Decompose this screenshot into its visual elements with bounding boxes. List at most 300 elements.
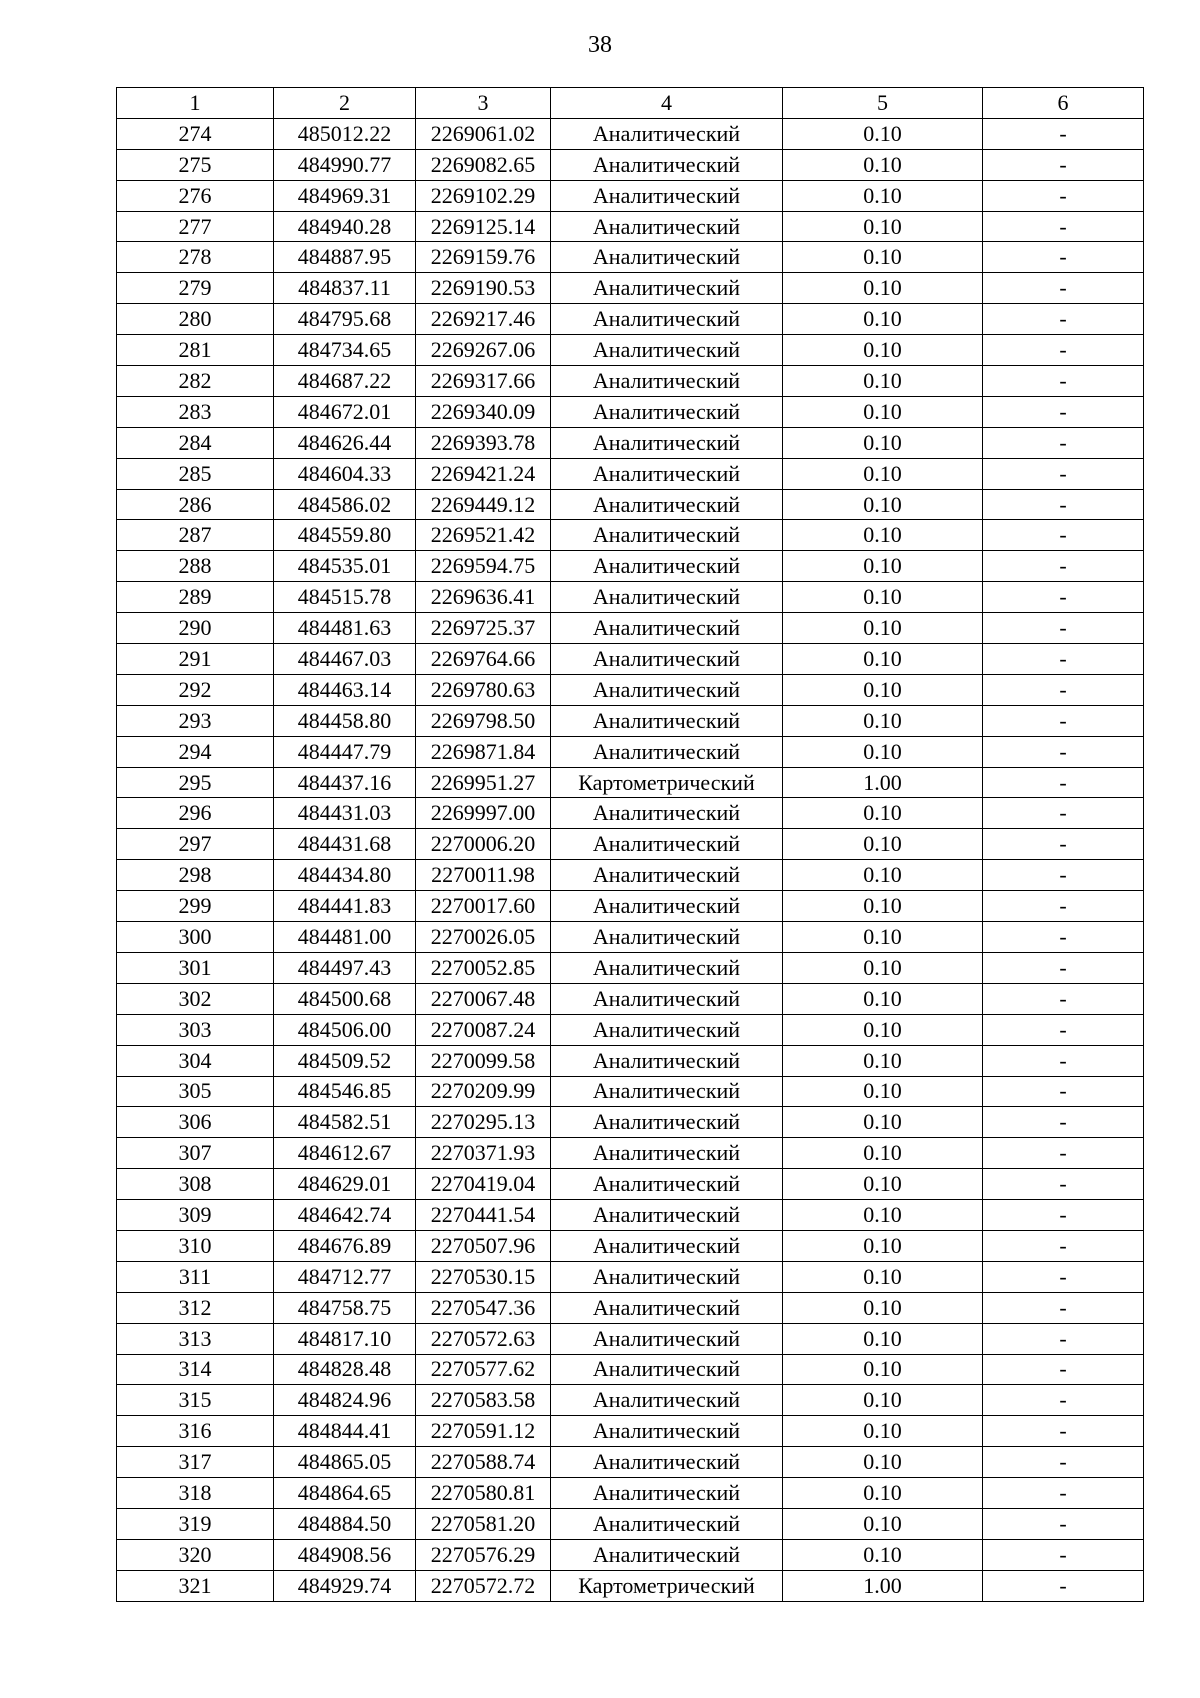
x-coordinate-cell: 484509.52 xyxy=(274,1045,416,1076)
table-row xyxy=(117,427,1144,458)
description-cell: - xyxy=(983,335,1144,366)
x-coordinate-cell: 484837.11 xyxy=(274,273,416,304)
accuracy-cell: 0.10 xyxy=(783,551,983,582)
x-coordinate-cell: 484844.41 xyxy=(274,1416,416,1447)
point-number-cell: 274 xyxy=(117,118,274,149)
description-cell: - xyxy=(983,396,1144,427)
y-coordinate-cell: 2270580.81 xyxy=(416,1478,551,1509)
accuracy-cell: 0.10 xyxy=(783,1138,983,1169)
table-row xyxy=(117,829,1144,860)
point-number-cell: 277 xyxy=(117,211,274,242)
method-cell: Аналитический xyxy=(551,273,783,304)
method-cell: Аналитический xyxy=(551,891,783,922)
accuracy-cell: 0.10 xyxy=(783,1045,983,1076)
y-coordinate-cell: 2270577.62 xyxy=(416,1354,551,1385)
y-coordinate-cell: 2270209.99 xyxy=(416,1076,551,1107)
point-number-cell: 305 xyxy=(117,1076,274,1107)
method-cell: Аналитический xyxy=(551,1292,783,1323)
description-cell: - xyxy=(983,1478,1144,1509)
table-row xyxy=(117,1539,1144,1570)
accuracy-cell: 0.10 xyxy=(783,860,983,891)
table-row xyxy=(117,458,1144,489)
method-cell: Аналитический xyxy=(551,582,783,613)
table-row xyxy=(117,674,1144,705)
description-cell: - xyxy=(983,427,1144,458)
table-row xyxy=(117,582,1144,613)
point-number-cell: 298 xyxy=(117,860,274,891)
method-cell: Аналитический xyxy=(551,613,783,644)
accuracy-cell: 0.10 xyxy=(783,736,983,767)
description-cell: - xyxy=(983,1107,1144,1138)
x-coordinate-cell: 484865.05 xyxy=(274,1447,416,1478)
y-coordinate-cell: 2270419.04 xyxy=(416,1169,551,1200)
y-coordinate-cell: 2269594.75 xyxy=(416,551,551,582)
accuracy-cell: 0.10 xyxy=(783,1014,983,1045)
point-number-cell: 286 xyxy=(117,489,274,520)
method-cell: Аналитический xyxy=(551,736,783,767)
y-coordinate-cell: 2270026.05 xyxy=(416,922,551,953)
description-cell: - xyxy=(983,1261,1144,1292)
x-coordinate-cell: 484434.80 xyxy=(274,860,416,891)
point-number-cell: 292 xyxy=(117,674,274,705)
method-cell: Аналитический xyxy=(551,335,783,366)
x-coordinate-cell: 484712.77 xyxy=(274,1261,416,1292)
point-number-cell: 297 xyxy=(117,829,274,860)
method-cell: Аналитический xyxy=(551,1539,783,1570)
accuracy-cell: 0.10 xyxy=(783,1323,983,1354)
accuracy-cell: 0.10 xyxy=(783,396,983,427)
point-number-cell: 309 xyxy=(117,1200,274,1231)
y-coordinate-cell: 2270006.20 xyxy=(416,829,551,860)
accuracy-cell: 0.10 xyxy=(783,1539,983,1570)
method-cell: Аналитический xyxy=(551,1200,783,1231)
x-coordinate-cell: 484940.28 xyxy=(274,211,416,242)
method-cell: Картометрический xyxy=(551,767,783,798)
description-cell: - xyxy=(983,674,1144,705)
method-cell: Аналитический xyxy=(551,118,783,149)
description-cell: - xyxy=(983,582,1144,613)
y-coordinate-cell: 2270572.63 xyxy=(416,1323,551,1354)
point-number-cell: 289 xyxy=(117,582,274,613)
table-row xyxy=(117,1570,1144,1601)
description-cell: - xyxy=(983,1292,1144,1323)
x-coordinate-cell: 484758.75 xyxy=(274,1292,416,1323)
x-coordinate-cell: 484431.68 xyxy=(274,829,416,860)
table-row xyxy=(117,520,1144,551)
description-cell: - xyxy=(983,705,1144,736)
point-number-cell: 299 xyxy=(117,891,274,922)
point-number-cell: 288 xyxy=(117,551,274,582)
table-body xyxy=(117,118,1144,1601)
table-row xyxy=(117,1261,1144,1292)
accuracy-cell: 0.10 xyxy=(783,674,983,705)
point-number-cell: 301 xyxy=(117,952,274,983)
table-row xyxy=(117,736,1144,767)
accuracy-cell: 1.00 xyxy=(783,1570,983,1601)
description-cell: - xyxy=(983,891,1144,922)
description-cell: - xyxy=(983,767,1144,798)
table-row xyxy=(117,1323,1144,1354)
point-number-cell: 282 xyxy=(117,366,274,397)
table-row xyxy=(117,335,1144,366)
table-row xyxy=(117,396,1144,427)
table-row xyxy=(117,922,1144,953)
method-cell: Аналитический xyxy=(551,674,783,705)
table-row xyxy=(117,273,1144,304)
method-cell: Аналитический xyxy=(551,520,783,551)
method-cell: Аналитический xyxy=(551,427,783,458)
y-coordinate-cell: 2269267.06 xyxy=(416,335,551,366)
description-cell: - xyxy=(983,551,1144,582)
x-coordinate-cell: 484795.68 xyxy=(274,304,416,335)
accuracy-cell: 0.10 xyxy=(783,149,983,180)
y-coordinate-cell: 2269190.53 xyxy=(416,273,551,304)
point-number-cell: 296 xyxy=(117,798,274,829)
description-cell: - xyxy=(983,1076,1144,1107)
y-coordinate-cell: 2269725.37 xyxy=(416,613,551,644)
y-coordinate-cell: 2270087.24 xyxy=(416,1014,551,1045)
method-cell: Аналитический xyxy=(551,922,783,953)
description-cell: - xyxy=(983,1323,1144,1354)
y-coordinate-cell: 2270011.98 xyxy=(416,860,551,891)
table-row xyxy=(117,1447,1144,1478)
description-cell: - xyxy=(983,1508,1144,1539)
accuracy-cell: 0.10 xyxy=(783,1292,983,1323)
x-coordinate-cell: 484929.74 xyxy=(274,1570,416,1601)
method-cell: Аналитический xyxy=(551,489,783,520)
x-coordinate-cell: 484672.01 xyxy=(274,396,416,427)
y-coordinate-cell: 2269997.00 xyxy=(416,798,551,829)
point-number-cell: 290 xyxy=(117,613,274,644)
description-cell: - xyxy=(983,1200,1144,1231)
y-coordinate-cell: 2270067.48 xyxy=(416,983,551,1014)
x-coordinate-cell: 484604.33 xyxy=(274,458,416,489)
y-coordinate-cell: 2269159.76 xyxy=(416,242,551,273)
point-number-cell: 275 xyxy=(117,149,274,180)
method-cell: Аналитический xyxy=(551,644,783,675)
method-cell: Аналитический xyxy=(551,1416,783,1447)
point-number-cell: 287 xyxy=(117,520,274,551)
point-number-cell: 314 xyxy=(117,1354,274,1385)
table-row xyxy=(117,860,1144,891)
point-number-cell: 302 xyxy=(117,983,274,1014)
description-cell: - xyxy=(983,1045,1144,1076)
accuracy-cell: 1.00 xyxy=(783,767,983,798)
y-coordinate-cell: 2270583.58 xyxy=(416,1385,551,1416)
x-coordinate-cell: 484586.02 xyxy=(274,489,416,520)
table-row xyxy=(117,1508,1144,1539)
method-cell: Аналитический xyxy=(551,1169,783,1200)
y-coordinate-cell: 2270572.72 xyxy=(416,1570,551,1601)
table-row xyxy=(117,304,1144,335)
table-row xyxy=(117,242,1144,273)
point-number-cell: 311 xyxy=(117,1261,274,1292)
table-row xyxy=(117,1385,1144,1416)
x-coordinate-cell: 484642.74 xyxy=(274,1200,416,1231)
accuracy-cell: 0.10 xyxy=(783,798,983,829)
description-cell: - xyxy=(983,1169,1144,1200)
point-number-cell: 284 xyxy=(117,427,274,458)
accuracy-cell: 0.10 xyxy=(783,705,983,736)
accuracy-cell: 0.10 xyxy=(783,891,983,922)
y-coordinate-cell: 2269125.14 xyxy=(416,211,551,242)
x-coordinate-cell: 485012.22 xyxy=(274,118,416,149)
column-header: 2 xyxy=(274,88,416,119)
point-number-cell: 306 xyxy=(117,1107,274,1138)
table-row xyxy=(117,1045,1144,1076)
description-cell: - xyxy=(983,922,1144,953)
method-cell: Аналитический xyxy=(551,1076,783,1107)
y-coordinate-cell: 2270017.60 xyxy=(416,891,551,922)
description-cell: - xyxy=(983,1014,1144,1045)
y-coordinate-cell: 2270547.36 xyxy=(416,1292,551,1323)
method-cell: Аналитический xyxy=(551,242,783,273)
table-row xyxy=(117,613,1144,644)
point-number-cell: 280 xyxy=(117,304,274,335)
accuracy-cell: 0.10 xyxy=(783,427,983,458)
y-coordinate-cell: 2270441.54 xyxy=(416,1200,551,1231)
accuracy-cell: 0.10 xyxy=(783,180,983,211)
method-cell: Аналитический xyxy=(551,1508,783,1539)
description-cell: - xyxy=(983,242,1144,273)
point-number-cell: 321 xyxy=(117,1570,274,1601)
x-coordinate-cell: 484626.44 xyxy=(274,427,416,458)
point-number-cell: 295 xyxy=(117,767,274,798)
accuracy-cell: 0.10 xyxy=(783,242,983,273)
description-cell: - xyxy=(983,273,1144,304)
description-cell: - xyxy=(983,180,1144,211)
table-row xyxy=(117,1292,1144,1323)
accuracy-cell: 0.10 xyxy=(783,366,983,397)
description-cell: - xyxy=(983,1230,1144,1261)
accuracy-cell: 0.10 xyxy=(783,613,983,644)
description-cell: - xyxy=(983,736,1144,767)
description-cell: - xyxy=(983,613,1144,644)
accuracy-cell: 0.10 xyxy=(783,304,983,335)
method-cell: Аналитический xyxy=(551,1323,783,1354)
y-coordinate-cell: 2270099.58 xyxy=(416,1045,551,1076)
method-cell: Аналитический xyxy=(551,1045,783,1076)
y-coordinate-cell: 2269764.66 xyxy=(416,644,551,675)
method-cell: Аналитический xyxy=(551,1478,783,1509)
table-row xyxy=(117,952,1144,983)
table-row xyxy=(117,644,1144,675)
description-cell: - xyxy=(983,952,1144,983)
point-number-cell: 320 xyxy=(117,1539,274,1570)
description-cell: - xyxy=(983,860,1144,891)
point-number-cell: 304 xyxy=(117,1045,274,1076)
x-coordinate-cell: 484546.85 xyxy=(274,1076,416,1107)
y-coordinate-cell: 2269951.27 xyxy=(416,767,551,798)
method-cell: Аналитический xyxy=(551,1014,783,1045)
description-cell: - xyxy=(983,489,1144,520)
description-cell: - xyxy=(983,829,1144,860)
point-number-cell: 281 xyxy=(117,335,274,366)
x-coordinate-cell: 484441.83 xyxy=(274,891,416,922)
accuracy-cell: 0.10 xyxy=(783,118,983,149)
method-cell: Аналитический xyxy=(551,705,783,736)
accuracy-cell: 0.10 xyxy=(783,1169,983,1200)
x-coordinate-cell: 484506.00 xyxy=(274,1014,416,1045)
accuracy-cell: 0.10 xyxy=(783,1447,983,1478)
table-row xyxy=(117,149,1144,180)
accuracy-cell: 0.10 xyxy=(783,335,983,366)
method-cell: Аналитический xyxy=(551,1230,783,1261)
x-coordinate-cell: 484884.50 xyxy=(274,1508,416,1539)
description-cell: - xyxy=(983,366,1144,397)
y-coordinate-cell: 2270581.20 xyxy=(416,1508,551,1539)
x-coordinate-cell: 484734.65 xyxy=(274,335,416,366)
method-cell: Аналитический xyxy=(551,211,783,242)
accuracy-cell: 0.10 xyxy=(783,582,983,613)
table-row xyxy=(117,983,1144,1014)
x-coordinate-cell: 484908.56 xyxy=(274,1539,416,1570)
accuracy-cell: 0.10 xyxy=(783,520,983,551)
x-coordinate-cell: 484559.80 xyxy=(274,520,416,551)
method-cell: Аналитический xyxy=(551,952,783,983)
method-cell: Аналитический xyxy=(551,1354,783,1385)
y-coordinate-cell: 2269317.66 xyxy=(416,366,551,397)
table-row xyxy=(117,1200,1144,1231)
accuracy-cell: 0.10 xyxy=(783,1354,983,1385)
table-row xyxy=(117,1169,1144,1200)
x-coordinate-cell: 484864.65 xyxy=(274,1478,416,1509)
point-number-cell: 319 xyxy=(117,1508,274,1539)
description-cell: - xyxy=(983,1416,1144,1447)
method-cell: Аналитический xyxy=(551,829,783,860)
method-cell: Аналитический xyxy=(551,551,783,582)
accuracy-cell: 0.10 xyxy=(783,1478,983,1509)
accuracy-cell: 0.10 xyxy=(783,489,983,520)
accuracy-cell: 0.10 xyxy=(783,273,983,304)
column-header: 4 xyxy=(551,88,783,119)
x-coordinate-cell: 484629.01 xyxy=(274,1169,416,1200)
x-coordinate-cell: 484582.51 xyxy=(274,1107,416,1138)
x-coordinate-cell: 484676.89 xyxy=(274,1230,416,1261)
point-number-cell: 279 xyxy=(117,273,274,304)
accuracy-cell: 0.10 xyxy=(783,458,983,489)
table-row xyxy=(117,118,1144,149)
description-cell: - xyxy=(983,1138,1144,1169)
description-cell: - xyxy=(983,304,1144,335)
point-number-cell: 294 xyxy=(117,736,274,767)
y-coordinate-cell: 2269102.29 xyxy=(416,180,551,211)
accuracy-cell: 0.10 xyxy=(783,1230,983,1261)
description-cell: - xyxy=(983,1539,1144,1570)
x-coordinate-cell: 484497.43 xyxy=(274,952,416,983)
method-cell: Аналитический xyxy=(551,458,783,489)
x-coordinate-cell: 484969.31 xyxy=(274,180,416,211)
method-cell: Аналитический xyxy=(551,304,783,335)
description-cell: - xyxy=(983,458,1144,489)
table-header-row xyxy=(117,88,1144,119)
description-cell: - xyxy=(983,1354,1144,1385)
description-cell: - xyxy=(983,644,1144,675)
description-cell: - xyxy=(983,520,1144,551)
table-row xyxy=(117,366,1144,397)
method-cell: Аналитический xyxy=(551,798,783,829)
table-row xyxy=(117,211,1144,242)
column-header: 3 xyxy=(416,88,551,119)
accuracy-cell: 0.10 xyxy=(783,1261,983,1292)
x-coordinate-cell: 484887.95 xyxy=(274,242,416,273)
table-row xyxy=(117,1230,1144,1261)
x-coordinate-cell: 484481.63 xyxy=(274,613,416,644)
x-coordinate-cell: 484437.16 xyxy=(274,767,416,798)
method-cell: Картометрический xyxy=(551,1570,783,1601)
description-cell: - xyxy=(983,1570,1144,1601)
point-number-cell: 315 xyxy=(117,1385,274,1416)
x-coordinate-cell: 484500.68 xyxy=(274,983,416,1014)
x-coordinate-cell: 484463.14 xyxy=(274,674,416,705)
y-coordinate-cell: 2269871.84 xyxy=(416,736,551,767)
point-number-cell: 317 xyxy=(117,1447,274,1478)
point-number-cell: 285 xyxy=(117,458,274,489)
accuracy-cell: 0.10 xyxy=(783,1508,983,1539)
x-coordinate-cell: 484515.78 xyxy=(274,582,416,613)
method-cell: Аналитический xyxy=(551,983,783,1014)
page-number: 38 xyxy=(588,32,612,58)
accuracy-cell: 0.10 xyxy=(783,952,983,983)
description-cell: - xyxy=(983,211,1144,242)
x-coordinate-cell: 484817.10 xyxy=(274,1323,416,1354)
point-number-cell: 276 xyxy=(117,180,274,211)
method-cell: Аналитический xyxy=(551,1385,783,1416)
description-cell: - xyxy=(983,118,1144,149)
y-coordinate-cell: 2270052.85 xyxy=(416,952,551,983)
x-coordinate-cell: 484990.77 xyxy=(274,149,416,180)
table-row xyxy=(117,1478,1144,1509)
table-row xyxy=(117,1354,1144,1385)
y-coordinate-cell: 2270371.93 xyxy=(416,1138,551,1169)
method-cell: Аналитический xyxy=(551,1107,783,1138)
table-row xyxy=(117,1107,1144,1138)
x-coordinate-cell: 484535.01 xyxy=(274,551,416,582)
accuracy-cell: 0.10 xyxy=(783,1107,983,1138)
point-number-cell: 283 xyxy=(117,396,274,427)
point-number-cell: 318 xyxy=(117,1478,274,1509)
point-number-cell: 316 xyxy=(117,1416,274,1447)
accuracy-cell: 0.10 xyxy=(783,829,983,860)
point-number-cell: 313 xyxy=(117,1323,274,1354)
x-coordinate-cell: 484431.03 xyxy=(274,798,416,829)
x-coordinate-cell: 484612.67 xyxy=(274,1138,416,1169)
table-row xyxy=(117,705,1144,736)
table-row xyxy=(117,891,1144,922)
y-coordinate-cell: 2270295.13 xyxy=(416,1107,551,1138)
y-coordinate-cell: 2269798.50 xyxy=(416,705,551,736)
x-coordinate-cell: 484687.22 xyxy=(274,366,416,397)
table-row xyxy=(117,1138,1144,1169)
y-coordinate-cell: 2269340.09 xyxy=(416,396,551,427)
description-cell: - xyxy=(983,798,1144,829)
y-coordinate-cell: 2270576.29 xyxy=(416,1539,551,1570)
description-cell: - xyxy=(983,1385,1144,1416)
point-number-cell: 278 xyxy=(117,242,274,273)
point-number-cell: 300 xyxy=(117,922,274,953)
point-number-cell: 303 xyxy=(117,1014,274,1045)
column-header: 1 xyxy=(117,88,274,119)
y-coordinate-cell: 2269521.42 xyxy=(416,520,551,551)
x-coordinate-cell: 484824.96 xyxy=(274,1385,416,1416)
y-coordinate-cell: 2270591.12 xyxy=(416,1416,551,1447)
accuracy-cell: 0.10 xyxy=(783,983,983,1014)
y-coordinate-cell: 2269421.24 xyxy=(416,458,551,489)
table-row xyxy=(117,489,1144,520)
y-coordinate-cell: 2269393.78 xyxy=(416,427,551,458)
y-coordinate-cell: 2270530.15 xyxy=(416,1261,551,1292)
y-coordinate-cell: 2269061.02 xyxy=(416,118,551,149)
